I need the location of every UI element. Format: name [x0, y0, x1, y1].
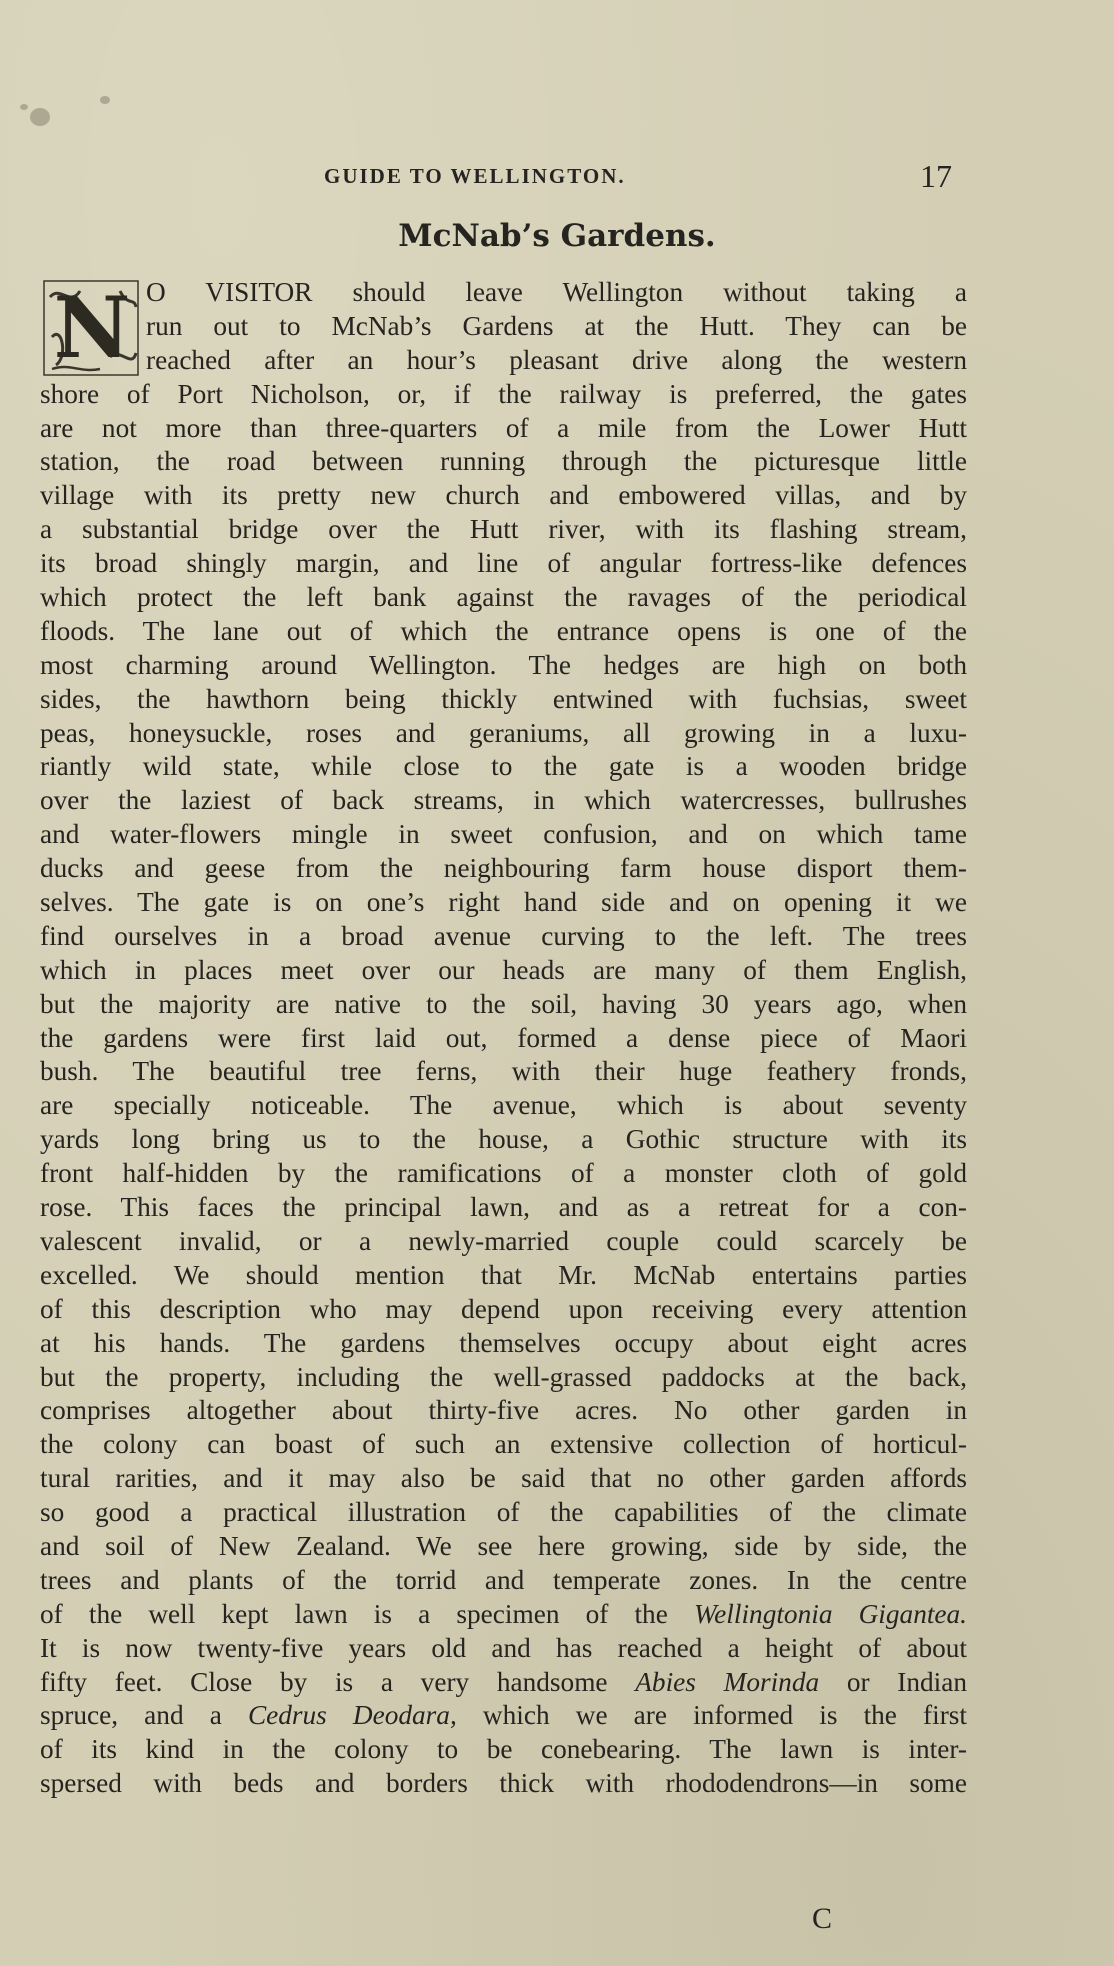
text-line: excelled. We should mention that Mr. McNab entertains parties [40, 1259, 967, 1290]
text-line: but the property, including the well-grassed paddocks at the back, [40, 1361, 967, 1392]
running-head [0, 158, 1114, 198]
text-line: selves. The gate is on one’s right hand side and on opening it we [40, 887, 967, 918]
text-line: front half-hidden by the ramifications of a monster cloth of gold [40, 1158, 967, 1189]
text-segment: fifty feet. Close by is a very handsome [40, 1666, 636, 1697]
text-line [40, 1598, 967, 1632]
text-line: are specially noticeable. The avenue, which is about seventy [40, 1090, 967, 1121]
text-line: O VISITOR should leave Wellington without taking a [146, 277, 967, 307]
text-segment: spruce, and a [40, 1700, 248, 1731]
text-line: find ourselves in a broad avenue curving to the left. The trees [40, 920, 967, 951]
text-line: sides, the hawthorn being thickly entwined with fuchsias, sweet [40, 683, 967, 714]
text-line: and water-flowers mingle in sweet confusion, and on which tame [40, 819, 967, 850]
text-line: It is now twenty-five years old and has reached a height of about [40, 1632, 967, 1663]
text-line: reached after an hour’s pleasant drive along the western [146, 344, 967, 375]
text-line: yards long bring us to the house, a Gothic structure with its [40, 1124, 967, 1155]
text-line: over the laziest of back streams, in which watercresses, bullrushes [40, 785, 967, 816]
text-line: shore of Port Nicholson, or, if the railway is preferred, the gates [40, 378, 967, 409]
text-line: spersed with beds and borders thick with rhododendrons—in some [40, 1768, 967, 1799]
italic-species-name: Cedrus Deodara, [247, 1700, 457, 1731]
text-line [40, 1666, 967, 1700]
text-line: the gardens were first laid out, formed a dense piece of Maori [40, 1022, 967, 1053]
paper-spot [20, 104, 28, 110]
text-line: which protect the left bank against the ravages of the periodical [40, 582, 967, 613]
text-line: bush. The beautiful tree ferns, with their huge feathery fronds, [40, 1056, 967, 1087]
text-line: of its kind in the colony to be conebearing. The lawn is inter- [40, 1734, 967, 1765]
signature-mark: C [812, 1902, 833, 1935]
text-line: tural rarities, and it may also be said that no other garden affords [40, 1463, 967, 1494]
italic-species-name: Abies Morinda [635, 1666, 820, 1697]
text-line: station, the road between running through the picturesque little [40, 446, 967, 477]
text-line: its broad shingly margin, and line of angular fortress-like defences [40, 548, 967, 579]
text-segment: or Indian [819, 1666, 967, 1697]
text-line: and soil of New Zealand. We see here growing, side by side, the [40, 1530, 967, 1561]
text-line: riantly wild state, while close to the gate is a wooden bridge [40, 751, 967, 782]
text-line: at his hands. The gardens themselves occupy about eight acres [40, 1327, 967, 1358]
text-line: which in places meet over our heads are many of them English, [40, 954, 967, 985]
text-line [40, 1699, 967, 1733]
text-segment: of the well kept lawn is a specimen of the [40, 1598, 694, 1629]
text-line: are not more than three-quarters of a mile from the Lower Hutt [40, 412, 967, 443]
text-line: trees and plants of the torrid and temperate zones. In the centre [40, 1564, 967, 1595]
paper-spot [100, 96, 110, 104]
text-line: most charming around Wellington. The hedges are high on both [40, 649, 967, 680]
text-line: run out to McNab’s Gardens at the Hutt. They can be [146, 310, 967, 341]
text-line: floods. The lane out of which the entrance opens is one of the [40, 615, 967, 646]
italic-species-name: Wellingtonia Gigantea. [693, 1598, 968, 1629]
text-segment: which we are informed is the first [456, 1700, 968, 1731]
dropcap-letter: N [53, 278, 131, 377]
text-line: a substantial bridge over the Hutt river, with its flashing stream, [40, 514, 967, 545]
text-line: the colony can boast of such an extensive collection of horticul- [40, 1429, 967, 1460]
paper-spot [30, 108, 50, 126]
text-line: of this description who may depend upon receiving every attention [40, 1293, 967, 1324]
text-line: ducks and geese from the neighbouring farm house disport them- [40, 853, 967, 884]
text-line: village with its pretty new church and embowered villas, and by [40, 480, 967, 511]
text-line: valescent invalid, or a newly-married couple could scarcely be [40, 1225, 967, 1256]
text-line: rose. This faces the principal lawn, and as a retreat for a con- [40, 1192, 967, 1223]
text-line: but the majority are native to the soil, having 30 years ago, when [40, 988, 967, 1019]
text-line: comprises altogether about thirty-five acres. No other garden in [40, 1395, 967, 1426]
section-title: McNab’s Gardens. [398, 218, 716, 254]
text-line: so good a practical illustration of the capabilities of the climate [40, 1497, 967, 1528]
text-line: peas, honeysuckle, roses and geraniums, all growing in a luxu- [40, 717, 967, 748]
running-title: GUIDE TO WELLINGTON. [324, 164, 626, 188]
page-number: 17 [920, 158, 952, 194]
body-text [40, 276, 967, 1801]
